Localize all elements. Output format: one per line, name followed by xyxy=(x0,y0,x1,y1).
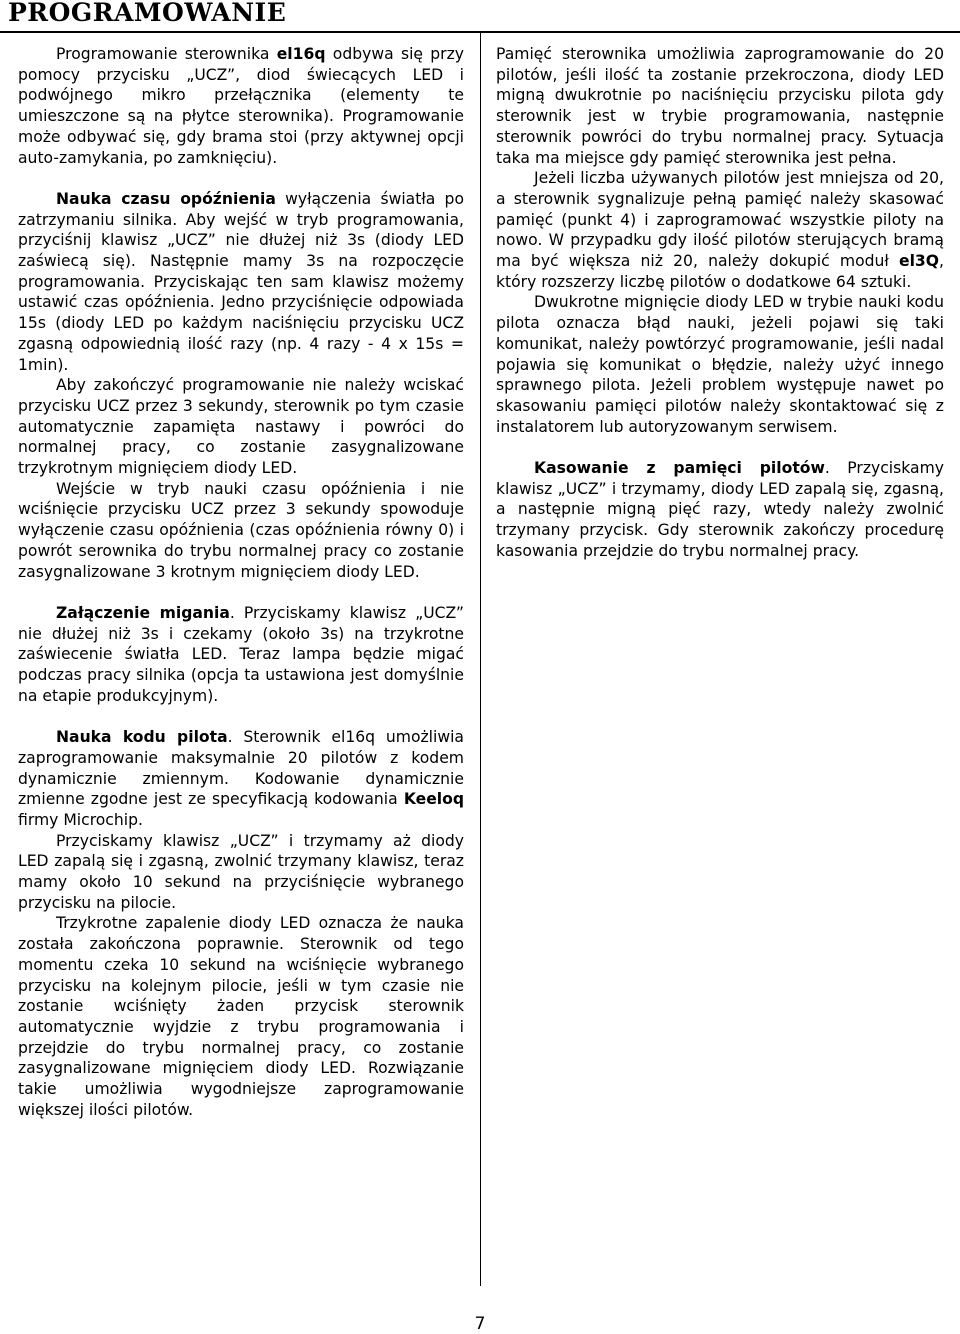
paragraph-delay-disable: Wejście w tryb nauki czasu opóźnienia i nie wciśnięcie przycisku UCZ przez 3 sekundy spowoduje wyłączenie czasu opóźnienia (czas opóźnienia równy 0) i powrót serownika do trybu normalnej pracy co zostanie zasygnalizowane 3 krotnym mignięciem diody LED. xyxy=(18,479,464,581)
text-run: firmy Microchip. xyxy=(18,810,143,829)
paragraph-triple-blink: Trzykrotne zapalenie diody LED oznacza że nauka została zakończona poprawnie. Sterownik od tego momentu czeka 10 sekund na wciśnięcie wybranego przycisku na kolejnym pilocie, jeśli w tym czasie nie zostanie wciśnięty żaden przycisk sterownik automatycznie wyjdzie z trybu programowania i przejdzie do trybu normalnej pracy, co zostanie zasygnalizowane mignięciem diody LED. Rozwiązanie takie umożliwia wygodniejsze zaprogramowanie większej ilości pilotów. xyxy=(18,914,464,1119)
model-name: el16q xyxy=(276,45,326,63)
text-run: , który rozszerzy liczbę pilotów o dodatkowe 64 sztuki. xyxy=(496,252,944,291)
paragraph-blinking xyxy=(18,603,464,707)
section-heading-remote: Nauka kodu pilota xyxy=(56,728,228,747)
left-column xyxy=(18,44,464,1121)
paragraph-pilot-count xyxy=(496,168,944,292)
paragraph-finish-programming: Aby zakończyć programowanie nie należy wciskać przycisku UCZ przez 3 sekundy, sterownik po tym czasie automatycznie zapamięta nastawy i powróci do normalnej pracy, co zostanie zasygnalizowane trzykrotnym mignięciem diody LED. xyxy=(18,376,464,478)
text-run: . Sterownik el16q umożliwia zaprogramowanie maksymalnie 20 pilotów z kodem dynamicznie zmiennym. Kodowanie dynamicznie zmienne zgodne jest ze specyfikacją kodowania xyxy=(18,728,464,809)
right-column xyxy=(496,44,944,562)
text-run: . Przyciskamy klawisz „UCZ” nie dłużej niż 3s i czekamy (około 3s) na trzykrotne zaświecenie światła LED. Teraz lampa będzie migać podczas pracy silnika (opcja ta ustawiona jest domyślnie na etapie produkcyjnym). xyxy=(18,603,464,705)
text-run: Jeżeli liczba używanych pilotów jest mniejsza od 20, a sterownik sygnalizuje pełną pamięć należy skasować pamięć (punkt 4) i zaprogramować wszystkie piloty na nowo. W przypadku gdy ilość pilotów sterujących bramą ma być większa niż 20, należy dokupić moduł xyxy=(496,169,944,271)
page-title: PROGRAMOWANIE xyxy=(8,0,287,27)
section-heading-blinking: Załączenie migania xyxy=(56,603,230,622)
paragraph-memory: Pamięć sterownika umożliwia zaprogramowanie do 20 pilotów, jeśli ilość ta zostanie przekroczona, diody LED migną dwukrotnie po naciśnięciu przycisku pilota gdy sterownik jest w trybie programowania, następnie sterownik powróci do trybu normalnej pracy. Sytuacja taka ma miejsce gdy pamięć sterownika jest pełna. xyxy=(496,45,944,167)
paragraph-intro xyxy=(18,44,464,168)
text-run: . Przyciskamy klawisz „UCZ” i trzymamy, diody LED zapalą się, zgasną, a następnie migną pięć razy, wtedy należy zwolnić trzymany przycisk. Gdy sterownik zakończy procedurę kasowania przejdzie do trybu normalnej pracy. xyxy=(496,459,944,560)
paragraph-erase-memory xyxy=(496,458,944,562)
module-name: el3Q xyxy=(899,252,940,271)
column-divider xyxy=(480,31,481,1286)
paragraph-delay-learning xyxy=(18,189,464,375)
section-heading-erase: Kasowanie z pamięci pilotów xyxy=(534,459,825,478)
page-number: 7 xyxy=(474,1314,486,1334)
text-run: Programowanie sterownika xyxy=(56,45,277,63)
paragraph-error-blink: Dwukrotne mignięcie diody LED w trybie nauki kodu pilota oznacza błąd nauki, jeżeli pojawi się taki komunikat, należy powtórzyć programowanie, jeśli nadal pojawia się komunikat o błędzie, należy użyć innego sprawnego pilota. Jeżeli problem występuje nawet po skasowaniu pamięci pilotów należy skontaktować się z instalatorem lub autoryzowanym serwisem. xyxy=(496,293,944,436)
section-heading-delay: Nauka czasu opóźnienia xyxy=(56,189,276,208)
paragraph-press-ucz: Przyciskamy klawisz „UCZ” i trzymamy aż diody LED zapalą się i zgasną, zwolnić trzymany klawisz, teraz mamy około 10 sekund na przyciśnięcie wybranego przycisku na pilocie. xyxy=(18,831,464,912)
paragraph-remote-learning xyxy=(18,727,464,831)
text-run: wyłączenia światła po zatrzymaniu silnika. Aby wejść w tryb programowania, przyciśnij klawisz „UCZ” nie dłużej niż 3s (diody LED zaświecą się). Następnie mamy 3s na rozpoczęcie programowania. Przyciskając ten sam klawisz możemy ustawić czas opóźnienia. Jedno przyciśnięcie odpowiada 15s (diody LED po każdym naciśnięciu przycisku UCZ zgasną odpowiednią ilość razy (np. 4 razy - 4 x 15s = 1min). xyxy=(18,189,464,374)
text-run: odbywa się przy pomocy przycisku „UCZ”, diod świecących LED i podwójnego mikro przełącznika (elementy te umieszczone są na płytce sterownika). Programowanie może odbywać się, gdy brama stoi (przy aktywnej opcji auto-zamykania, po zamknięciu). xyxy=(18,45,464,167)
keeloq-name: Keeloq xyxy=(403,790,464,809)
